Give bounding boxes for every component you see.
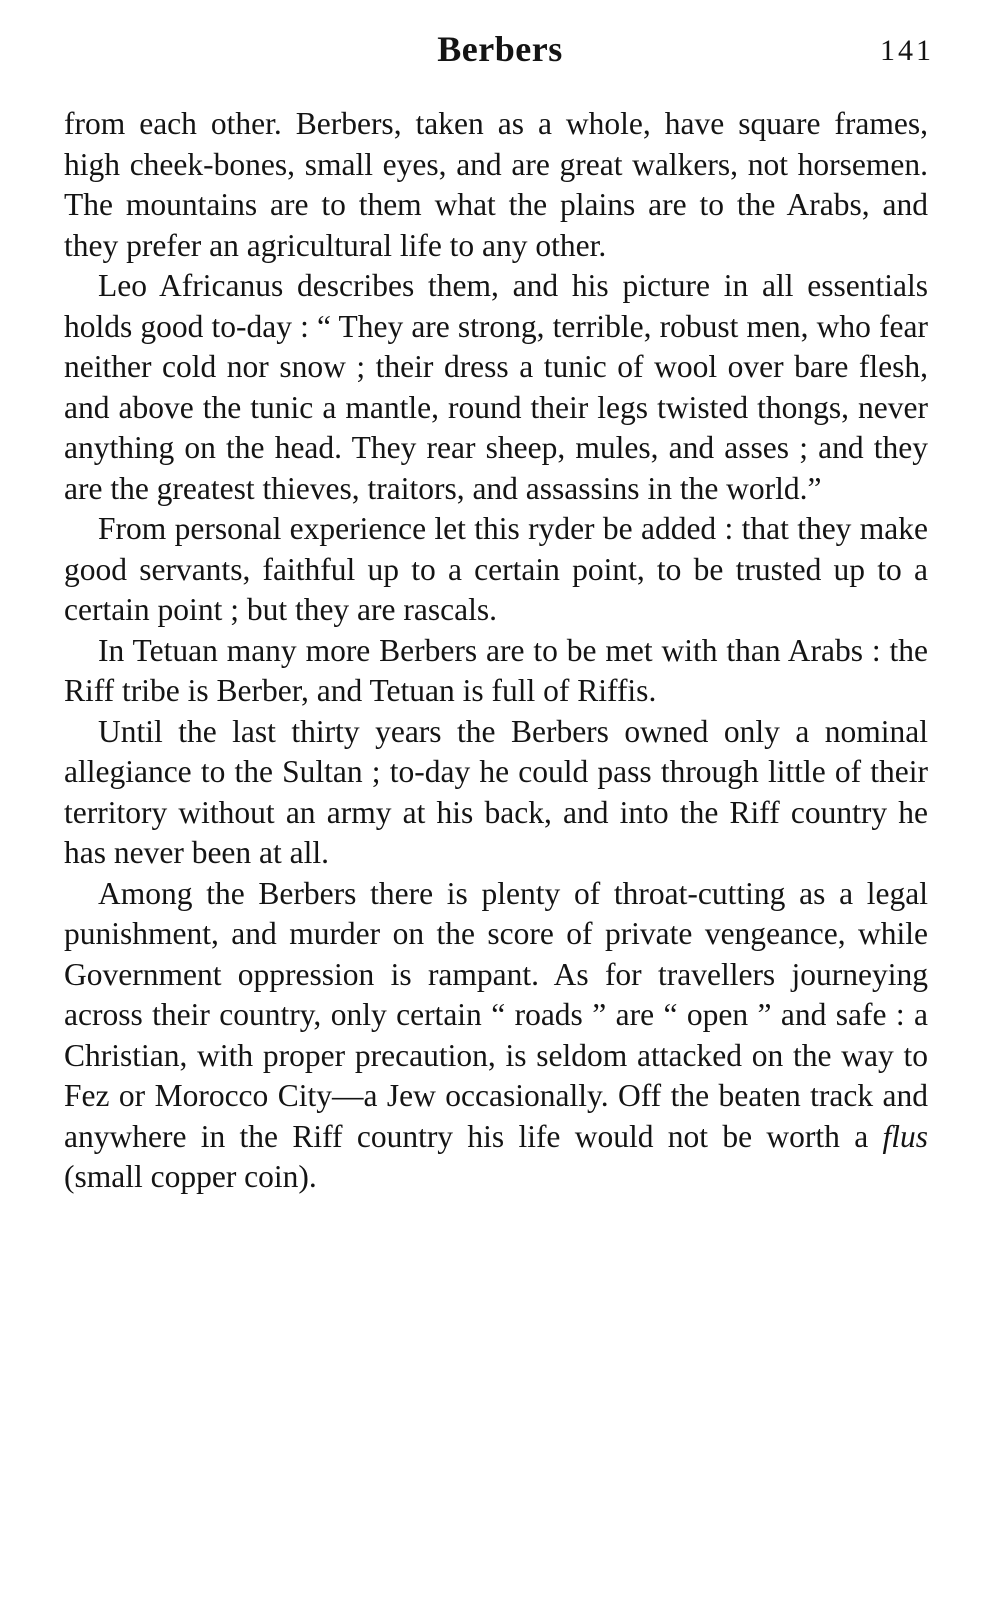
paragraph-personal-experience: From personal experience let this ryder be added : that they make good servants, faithful up to a certain point, to be trusted up to a certain point ; but they are rascals. xyxy=(64,511,928,627)
paragraph-text-before-italic: Among the Berbers there is plenty of throat-cutting as a legal punishment, and murder on the score of private vengeance, while Government oppression is rampant. As for travellers journeying across their country, only certain “ roads ” are “ open ” and safe : a Christian, with proper precaution, is seldom attacked on the way to Fez or Morocco City—a Jew occasionally. Off the beaten track and anywhere in the Riff country his life would not be worth a xyxy=(64,875,928,1154)
paragraph-throat-cutting xyxy=(64,874,928,1198)
italic-word-flus: flus xyxy=(882,1118,928,1154)
page-number: 141 xyxy=(880,34,934,67)
paragraph-text-after-italic: (small copper coin). xyxy=(64,1159,317,1194)
body-text xyxy=(64,104,928,1198)
paragraph-continued: from each other. Berbers, taken as a whole, have square frames, high cheek-bones, small eyes, and are great walkers, not horsemen. The mountains are to them what the plains are to the Arabs, and they prefer an agricultural life to any other. xyxy=(64,106,928,263)
paragraph-sultan: Until the last thirty years the Berbers owned only a nominal allegiance to the Sultan ; to-day he could pass through little of their territory without an army at his back, and into the Riff country he has never been at all. xyxy=(64,713,928,870)
paragraph-leo-africanus: Leo Africanus describes them, and his picture in all essentials holds good to-day : “ They are strong, terrible, robust men, who fear neither cold nor snow ; their dress a tunic of wool over bare flesh, and above the tunic a mantle, round their legs twisted thongs, never anything on the head. They rear sheep, mules, and asses ; and they are the greatest thieves, traitors, and assassins in the world.” xyxy=(64,268,928,506)
paragraph-tetuan: In Tetuan many more Berbers are to be met with than Arabs : the Riff tribe is Berber, and Tetuan is full of Riffis. xyxy=(64,632,928,708)
running-title: Berbers xyxy=(437,29,563,69)
running-head xyxy=(0,24,1000,74)
